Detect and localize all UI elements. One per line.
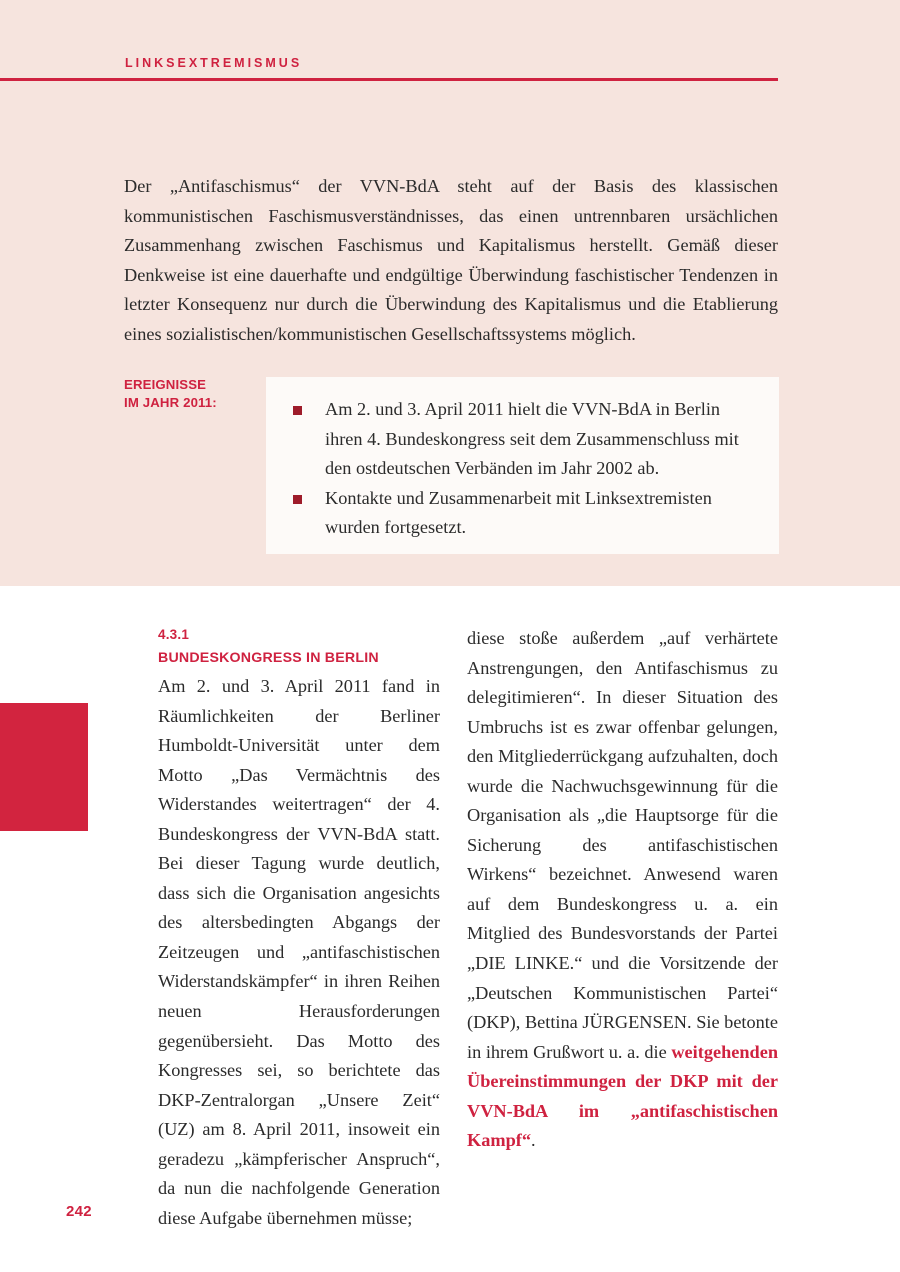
right-column-text-part2: . [530,1130,536,1151]
square-bullet-icon [293,406,302,415]
events-label-line1: EREIGNISSE [124,377,207,392]
list-item [293,484,753,543]
events-label [124,376,264,411]
running-header [0,56,900,86]
column-right [467,624,778,1156]
page-number: 242 [66,1203,92,1220]
column-left [158,624,440,1233]
events-list [293,395,753,543]
right-column-body [467,624,778,1156]
section-title: BUNDESKONGRESS IN BERLIN [158,650,379,666]
section-number: 4.3.1 [158,627,190,642]
right-column-text-part1: diese stoße außerdem „auf verhärtete Anstrengungen, den Antifaschismus zu delegitimieren“. In dieser Situation des Umbruchs ist es zwar offenbar gelungen, den Mitgliederrückgang aufzuhalten, doch wurde die Nachwuchsgewinnung für die Organisation als „die Hauptsorge für die Sicherung des antifaschistischen Wirkens“ bezeichnet. Anwesend waren auf dem Bundeskongress u. a. ein Mitglied des Bundesvorstands der Partei „DIE LINKE.“ und die Vorsitzende der „Deutschen Kommunistischen Partei“ (DKP), Bettina JÜRGENSEN. Sie betonte in ihrem Grußwort u. a. die [467,628,778,1062]
events-box [266,377,779,554]
square-bullet-icon [293,495,302,504]
intro-paragraph: Der „Antifaschismus“ der VVN-BdA steht auf der Basis des klassischen kommunistischen Faschismusverständnisses, das einen untrennbaren ursächlichen Zusammenhang zwischen Faschismus und Kapitalismus herstellt. Gemäß dieser Denkweise ist eine dauerhafte und endgültige Überwindung faschistischer Tendenzen in letzter Konsequenz nur durch die Überwindung des Kapitalismus und die Etablierung eines sozialistischen/kommunistischen Gesellschaftssystems möglich. [124,176,778,344]
header-rule [0,78,778,81]
running-header-title: LINKSEXTREMISMUS [125,56,303,70]
list-item-text: Kontakte und Zusammenarbeit mit Linksextremisten wurden fortgesetzt. [325,487,712,537]
events-label-line2: IM JAHR 2011: [124,394,217,410]
list-item-text: Am 2. und 3. April 2011 hielt die VVN-BdA in Berlin ihren 4. Bundeskongress seit dem Zusammenschluss mit den ostdeutschen Verbänden im Jahr 2002 ab. [325,399,739,478]
list-item [293,395,753,484]
left-column-body: Am 2. und 3. April 2011 fand in Räumlichkeiten der Berliner Humboldt-Universität unter dem Motto „Das Vermächtnis des Widerstandes weitertragen“ der 4. Bundeskongress der VVN-BdA statt. Bei dieser Tagung wurde deutlich, dass sich die Organisation angesichts des altersbedingten Abgangs der Zeitzeugen und „antifaschistischen Widerstandskämpfer“ in ihren Reihen neuen Herausforderungen gegenübersieht. Das Motto des Kongresses sei, so berichtete das DKP-Zentralorgan „Unsere Zeit“ (UZ) am 8. April 2011, insoweit ein geradezu „kämpferischer Anspruch“, da nun die nachfolgende Generation diese Aufgabe übernehmen müsse; [158,676,440,1228]
red-margin-tab [0,703,88,831]
right-column-highlight: weitgehenden Übereinstimmungen der DKP mit der VVN-BdA im „antifaschistischen Kampf“ [467,1041,778,1151]
